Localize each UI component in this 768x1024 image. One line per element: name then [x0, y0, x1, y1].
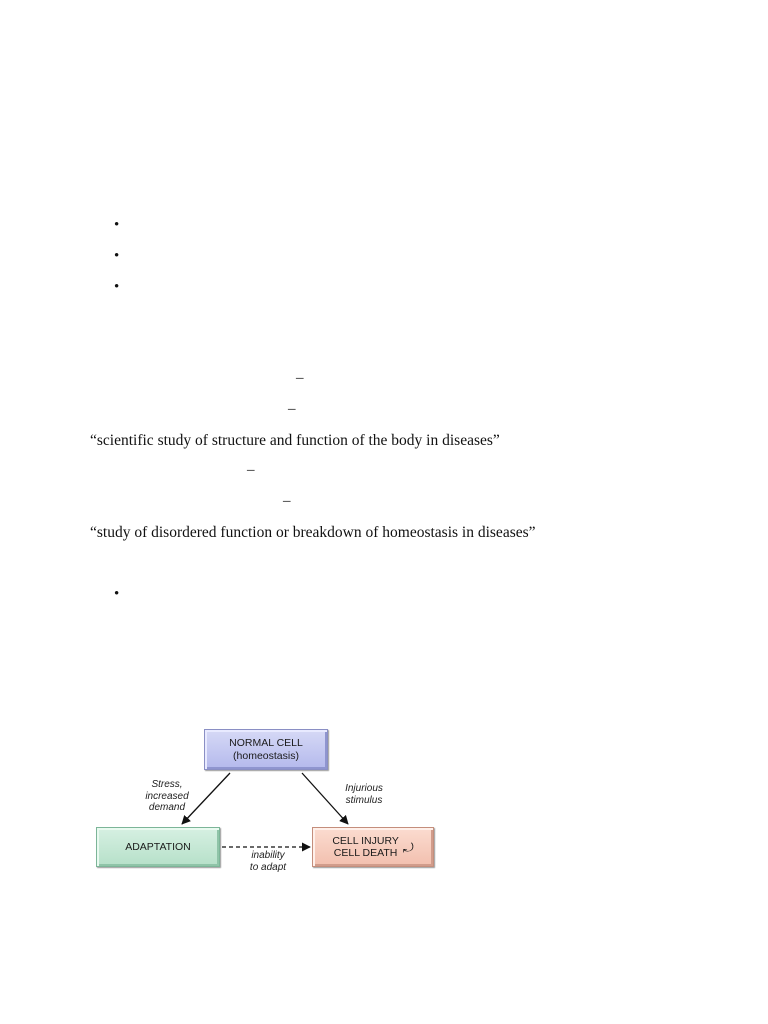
normal-cell-box: [204, 729, 328, 770]
dash-marker-2: –: [288, 401, 296, 417]
inability-label: [238, 850, 298, 873]
inability-label-line1: inability: [251, 850, 285, 861]
bullet-marker-2: •: [114, 248, 120, 264]
cell-response-diagram: [92, 726, 438, 876]
bullet-marker-3: •: [114, 279, 120, 295]
cell-injury-box: [312, 827, 434, 867]
adaptation-box: [96, 827, 220, 867]
stress-label: [138, 779, 196, 814]
injurious-stimulus-label: [332, 783, 396, 806]
cell-death-label: CELL DEATH: [333, 847, 398, 859]
stress-label-line1: Stress,: [151, 779, 183, 790]
bullet-marker-1: •: [114, 217, 120, 233]
cell-injury-label: CELL INJURY: [332, 834, 399, 847]
dash-marker-4: –: [283, 493, 291, 509]
adaptation-label: ADAPTATION: [125, 840, 191, 853]
loop-arrow-icon: ⤾: [402, 839, 414, 855]
pathophysiology-definition: “study of disordered function or breakdown of homeostasis in diseases”: [90, 524, 536, 541]
dash-marker-1: –: [296, 370, 304, 386]
inability-label-line2: to adapt: [249, 861, 287, 873]
injurious-label-line2: stimulus: [345, 794, 383, 806]
stress-label-line3: demand: [148, 802, 186, 813]
bullet-marker-4: •: [114, 586, 120, 602]
injurious-label-line1: Injurious: [345, 783, 383, 794]
pathology-definition: “scientific study of structure and function of the body in diseases”: [90, 432, 500, 449]
normal-cell-title: NORMAL CELL: [229, 737, 303, 750]
normal-cell-subtitle: (homeostasis): [233, 749, 299, 762]
stress-label-line2: increased: [145, 790, 189, 802]
dash-marker-3: –: [247, 462, 255, 478]
